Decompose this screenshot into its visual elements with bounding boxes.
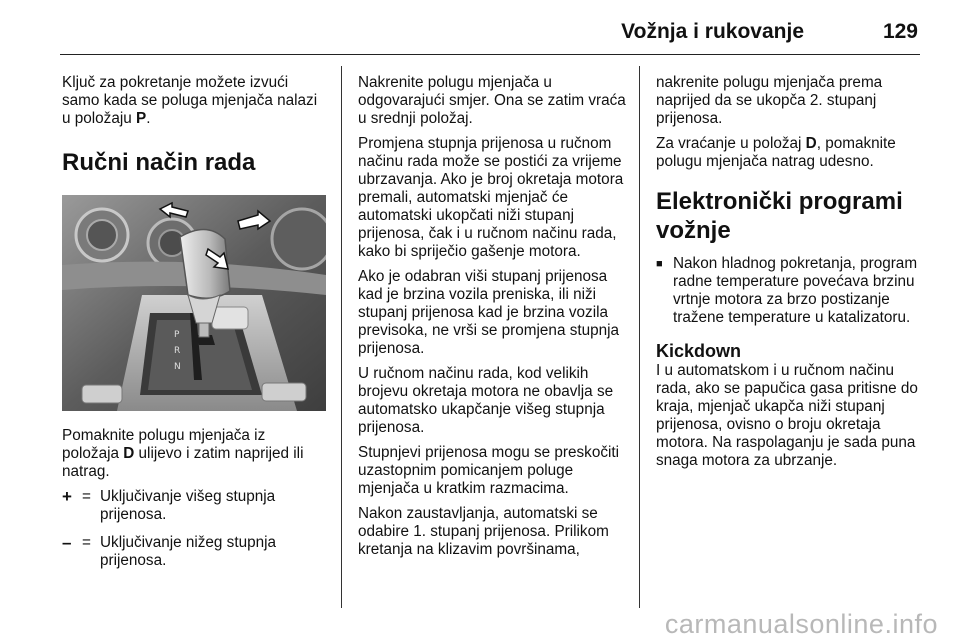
svg-text:R: R bbox=[174, 346, 181, 356]
column-divider bbox=[341, 66, 342, 608]
paragraph: I u automatskom i u ručnom načinu rada, ako se papučica gasa pritisne do kraja, mjenjač ukapča niži stupanj prijenosa, ovisno o broju okretaja motora. Na raspolaganju je sada puna snaga motora za ubrzanje. bbox=[656, 362, 918, 469]
paragraph: Stupnjevi prijenosa mogu se preskočiti uzastopnim pomicanjem poluge mjenjača u kratkim razmacima. bbox=[358, 444, 620, 497]
intro-paragraph: Ključ za pokretanje možete izvući samo kada se poluga mjenjača nalazi u položaju P. bbox=[62, 74, 318, 127]
section-heading: Ručni način rada bbox=[62, 149, 256, 176]
move-lever-paragraph: Pomaknite polugu mjenjača iz položaja D ulijevo i zatim naprijed ili natrag. bbox=[62, 427, 304, 480]
equals-sign: = bbox=[82, 488, 91, 505]
list-item bbox=[656, 255, 926, 327]
plus-legend-row bbox=[62, 488, 326, 524]
equals-sign: = bbox=[82, 534, 91, 551]
column-1 bbox=[62, 74, 326, 578]
paragraph: U ručnom načinu rada, kod velikih brojevu okretaja motora ne obavlja se automatsko ukapčanje višeg stupnja prijenosa. bbox=[358, 365, 614, 436]
header-title: Vožnja i rukovanje bbox=[621, 20, 804, 43]
column-3 bbox=[656, 74, 926, 477]
bullet-text: Nakon hladnog pokretanja, program radne temperature povećava brzinu vrtnje motora za brzo postizanje tražene temperature u katalizatoru. bbox=[673, 255, 918, 326]
minus-legend-row bbox=[62, 534, 326, 570]
watermark: carmanualsonline.info bbox=[664, 609, 938, 639]
plus-description: Uključivanje višeg stupnja prijenosa. bbox=[100, 488, 276, 523]
column-2 bbox=[358, 74, 626, 566]
paragraph: nakrenite polugu mjenjača prema naprijed da se ukopča 2. stupanj prijenosa. bbox=[656, 74, 883, 127]
section-heading: Elektronički programi vožnje bbox=[656, 188, 903, 244]
gear-lever-illustration bbox=[62, 195, 326, 411]
column-divider bbox=[639, 66, 640, 608]
svg-text:N: N bbox=[174, 362, 181, 372]
paragraph: Za vraćanje u položaj D, pomaknite polugu mjenjača natrag udesno. bbox=[656, 135, 896, 170]
minus-icon: – bbox=[62, 533, 72, 552]
plus-icon: + bbox=[62, 487, 72, 506]
page-number: 129 bbox=[882, 20, 918, 43]
svg-text:P: P bbox=[174, 330, 180, 340]
page-header bbox=[60, 14, 920, 55]
paragraph: Promjena stupnja prijenosa u ručnom načinu rada može se postići za vrijeme ubrzavanja. Ako je broj okretaja motora premali, automatski mjenjač će automatski ukopčati niži stupanj prijenosa, čak i u ručnom načinu rada, kako bi spriječio gašenje motora. bbox=[358, 135, 624, 260]
paragraph: Nakon zaustavljanja, automatski se odabire 1. stupanj prijenosa. Prilikom kretanja na klizavim površinama, bbox=[358, 505, 609, 558]
bullet-icon: ■ bbox=[656, 258, 663, 270]
minus-description: Uključivanje nižeg stupnja prijenosa. bbox=[100, 534, 277, 569]
subsection-heading: Kickdown bbox=[656, 341, 742, 361]
paragraph: Ako je odabran viši stupanj prijenosa kad je brzina vozila preniska, ili niži stupanj prijenosa kad je brzina vozila previsoka, ne vrši se promjena stupnja prijenosa. bbox=[358, 268, 620, 357]
paragraph: Nakrenite polugu mjenjača u odgovarajući smjer. Ona se zatim vraća u srednji položaj. bbox=[358, 74, 626, 127]
